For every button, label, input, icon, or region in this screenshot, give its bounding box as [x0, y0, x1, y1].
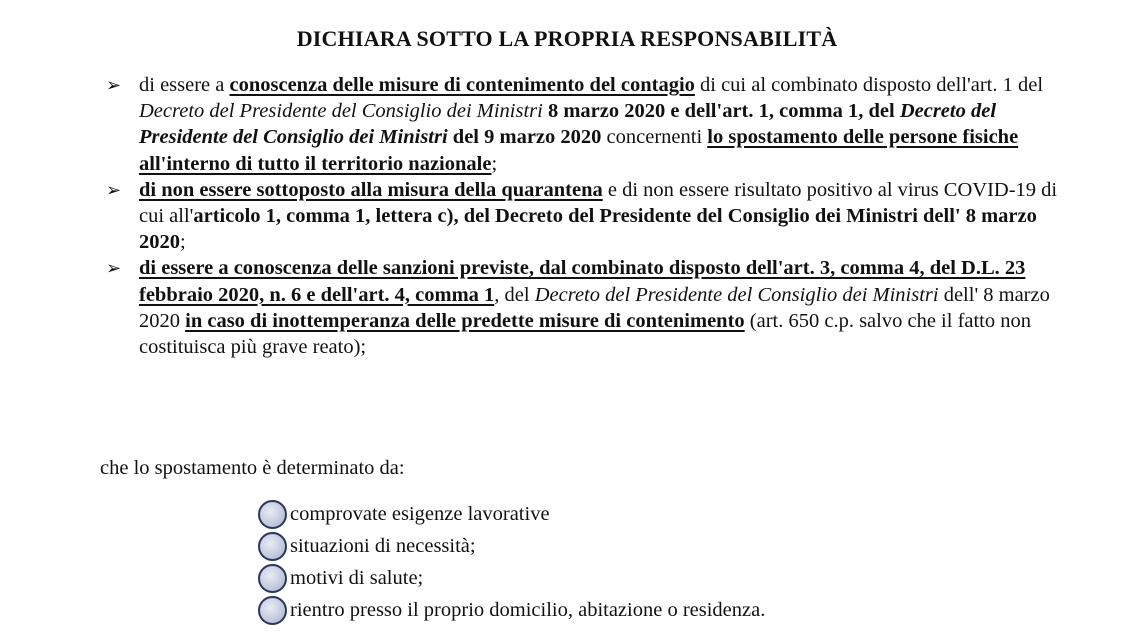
reason-option-work[interactable] — [258, 498, 765, 530]
declaration-text-bold: del 9 marzo 2020 — [447, 126, 602, 149]
radio-button[interactable] — [258, 564, 287, 593]
page-title: DICHIARA SOTTO LA PROPRIA RESPONSABILITÀ — [296, 26, 838, 51]
declaration-text: di cui al combinato disposto dell'art. 1 del — [694, 74, 1044, 96]
radio-button[interactable] — [258, 532, 287, 561]
arrow-bullet-icon: ➢ — [106, 179, 122, 200]
arrow-bullet-icon: ➢ — [106, 258, 122, 279]
declaration-text: , del — [494, 283, 535, 306]
declaration-text: ; — [491, 152, 498, 175]
decree-title: Decreto del Presidente del Consiglio dei Ministri — [139, 100, 997, 149]
declaration-text-underlined: conoscenza delle misure di contenimento del contagio — [229, 74, 695, 96]
reason-options — [258, 498, 765, 626]
declaration-text-bold: articolo 1, comma 1, lettera c), del Decreto del Presidente del Consiglio dei Ministri dell' 8 marzo 2020 — [139, 205, 1037, 254]
declaration-text: e di non essere risultato positivo al virus COVID-19 di cui all' — [139, 178, 1058, 228]
declaration-text-bold: 8 marzo 2020 e dell'art. 1, comma 1, del — [542, 100, 900, 123]
reason-option-necessity[interactable] — [258, 530, 765, 562]
declaration-text: dell' 8 marzo 2020 — [139, 283, 1050, 332]
reason-option-health[interactable] — [258, 562, 765, 594]
reason-option-label: rientro presso il proprio domicilio, abitazione o residenza. — [290, 598, 766, 621]
declaration-text: di essere a — [139, 74, 230, 96]
reason-option-label: situazioni di necessità; — [290, 534, 476, 557]
decree-title: Decreto del Presidente del Consiglio dei Ministri — [534, 283, 939, 306]
reason-option-label: comprovate esigenze lavorative — [290, 502, 550, 525]
declaration-list — [100, 72, 1060, 360]
declaration-text: ; — [180, 231, 186, 254]
declaration-item-2 — [100, 177, 1060, 256]
reason-prompt: che lo spostamento è determinato da: — [100, 457, 405, 479]
radio-button[interactable] — [258, 596, 287, 625]
declaration-text-underlined: in caso di inottemperanza delle predette misure di contenimento — [185, 309, 745, 332]
declaration-text-underlined: lo spostamento delle persone fisiche all'interno di tutto il territorio nazionale — [139, 126, 1019, 175]
declaration-text: (art. 650 c.p. salvo che il fatto non costituisca più grave reato); — [139, 309, 1032, 359]
declaration-text: concernenti — [601, 126, 708, 149]
decree-title: Decreto del Presidente del Consiglio dei Ministri — [139, 100, 543, 123]
declaration-text-underlined: di non essere sottoposto alla misura della quarantena — [139, 178, 603, 201]
reason-option-label: motivi di salute; — [290, 566, 424, 589]
arrow-bullet-icon: ➢ — [106, 75, 122, 95]
reason-option-return-home[interactable] — [258, 594, 765, 626]
declaration-item-3 — [100, 255, 1060, 360]
radio-button[interactable] — [258, 500, 287, 529]
declaration-item-1 — [100, 72, 1060, 177]
declaration-text-underlined: di essere a conoscenza delle sanzioni previste, dal combinato disposto dell'art. 3, comma 4, del D.L. 23 febbraio 2020, n. 6 e dell'art. 4, comma 1 — [139, 257, 1026, 306]
